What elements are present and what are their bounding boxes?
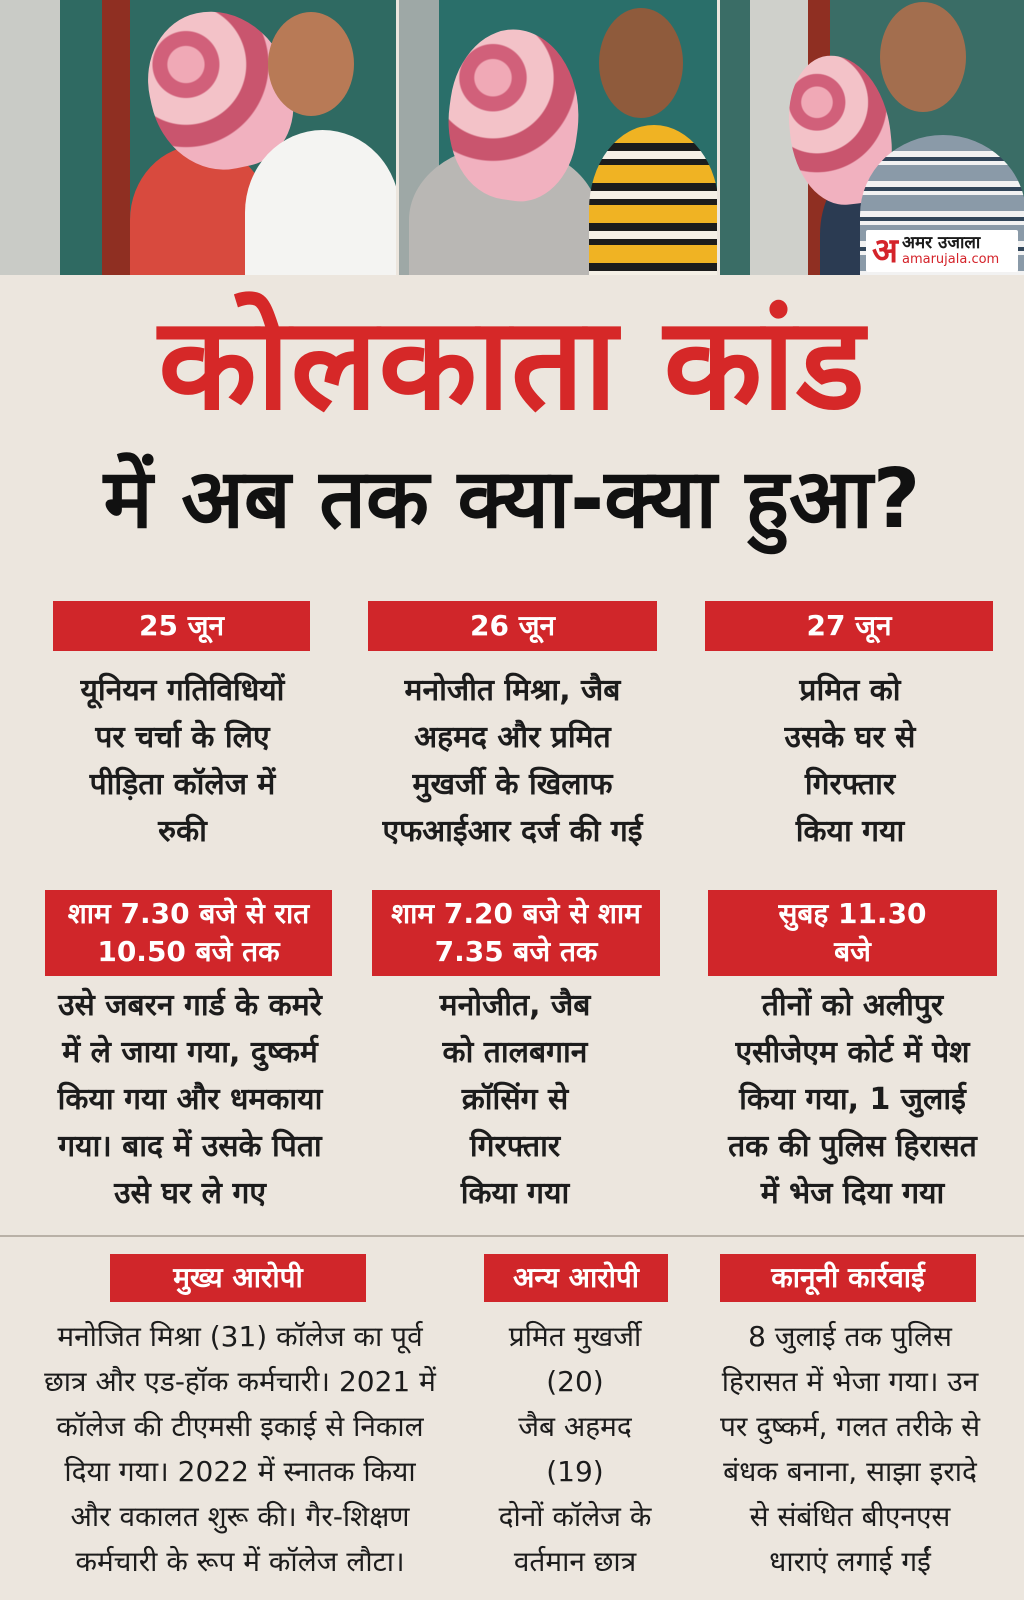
text-line: बंधक बनाना, साझा इरादे	[723, 1455, 977, 1488]
logo-url: amarujala.com	[901, 252, 1000, 268]
text-line: किया गया और धमकाया	[57, 1082, 323, 1117]
headline-line-1: कोलकाता कांड	[158, 290, 866, 439]
label-line: 10.50 बजे तक	[97, 935, 280, 968]
text-line: 8 जुलाई तक पुलिस	[748, 1320, 952, 1353]
legal-action-text	[690, 1314, 1010, 1584]
text-line: जैब अहमद	[518, 1410, 632, 1443]
text-line: पर दुष्कर्म, गलत तरीके से	[719, 1410, 981, 1443]
label-line: शाम 7.20 बजे से शाम	[391, 897, 641, 930]
other-accused-text	[470, 1314, 680, 1584]
text-line: किया गया, 1 जुलाई	[739, 1082, 966, 1117]
date-label-27-june: 27 जून	[705, 601, 993, 651]
date-label-26-june: 26 जून	[368, 601, 657, 651]
text-line: मुखर्जी के खिलाफ	[412, 767, 613, 802]
text-line: उसके घर से	[784, 720, 916, 755]
event-text-25-june	[20, 667, 345, 855]
text-line: क्रॉसिंग से	[461, 1082, 569, 1117]
label-main-accused: मुख्य आरोपी	[110, 1254, 366, 1302]
text-line: अहमद और प्रमित	[414, 720, 611, 755]
photo-strip	[0, 0, 1024, 275]
logo-text	[902, 235, 999, 266]
text-line: से संबंधित बीएनएस	[749, 1500, 951, 1533]
text-line: कर्मचारी के रूप में कॉलेज लौटा।	[75, 1545, 405, 1578]
text-line: धाराएं लगाई गईं	[769, 1545, 931, 1578]
text-line: (20)	[546, 1365, 604, 1398]
text-line: मनोजित मिश्रा (31) कॉलेज का पूर्व	[57, 1320, 423, 1353]
text-line: यूनियन गतिविधियों	[80, 673, 285, 708]
event-text-26-june	[355, 667, 670, 855]
time-label-2	[372, 890, 660, 976]
section-divider	[0, 1235, 1024, 1237]
label-line: बजे	[834, 935, 871, 968]
text-line: वर्तमान छात्र	[513, 1545, 637, 1578]
text-line: प्रमित मुखर्जी	[508, 1320, 642, 1353]
text-line: गिरफ्तार	[469, 1129, 561, 1164]
text-line: रुकी	[158, 814, 207, 849]
text-line: (19)	[546, 1455, 604, 1488]
text-line: किया गया	[460, 1176, 570, 1211]
text-line: में भेज दिया गया	[760, 1176, 945, 1211]
photo-left	[0, 0, 396, 275]
text-line: तीनों को अलीपुर	[761, 988, 944, 1023]
text-line: एफआईआर दर्ज की गई	[382, 814, 643, 849]
text-line: उसे घर ले गए	[114, 1176, 266, 1211]
text-line: और वकालत शुरू की। गैर-शिक्षण	[70, 1500, 410, 1533]
text-line: कॉलेज की टीएमसी इकाई से निकाल	[56, 1410, 424, 1443]
text-line: किया गया	[795, 814, 905, 849]
text-line: में ले जाया गया, दुष्कर्म	[62, 1035, 318, 1070]
text-line: पर चर्चा के लिए	[95, 720, 270, 755]
text-line: हिरासत में भेजा गया। उन	[721, 1365, 979, 1398]
time-label-3	[708, 890, 997, 976]
event-text-27-june	[700, 667, 1000, 855]
amarujala-logo	[866, 230, 1018, 272]
text-line: पीड़िता कॉलेज में	[89, 767, 276, 802]
headline-line-2: में अब तक क्या-क्या हुआ?	[103, 452, 921, 547]
date-label-25-june: 25 जून	[53, 601, 310, 651]
label-legal-action: कानूनी कार्रवाई	[720, 1254, 976, 1302]
text-line: उसे जबरन गार्ड के कमरे	[58, 988, 322, 1023]
logo-name: अमर उजाला	[901, 233, 981, 254]
time-text-3	[695, 982, 1010, 1217]
time-text-2	[370, 982, 660, 1217]
text-line: गिरफ्तार	[804, 767, 896, 802]
photo-middle	[396, 0, 717, 275]
text-line: दोनों कॉलेज के	[498, 1500, 652, 1533]
time-label-1	[45, 890, 332, 976]
label-line: 7.35 बजे तक	[434, 935, 598, 968]
label-other-accused: अन्य आरोपी	[484, 1254, 668, 1302]
label-line: शाम 7.30 बजे से रात	[67, 897, 310, 930]
text-line: एसीजेएम कोर्ट में पेश	[735, 1035, 970, 1070]
text-line: मनोजीत मिश्रा, जैब	[404, 673, 621, 708]
text-line: प्रमित को	[799, 673, 901, 708]
main-accused-text	[20, 1314, 460, 1584]
text-line: गया। बाद में उसके पिता	[58, 1129, 322, 1164]
text-line: को तालबगान	[442, 1035, 588, 1070]
text-line: मनोजीत, जैब	[439, 988, 591, 1023]
text-line: दिया गया। 2022 में स्नातक किया	[64, 1455, 416, 1488]
time-text-1	[25, 982, 355, 1217]
label-line: सुबह 11.30	[778, 897, 927, 930]
logo-mark: अ	[872, 231, 898, 271]
text-line: छात्र और एड-हॉक कर्मचारी। 2021 में	[44, 1365, 436, 1398]
text-line: तक की पुलिस हिरासत	[728, 1129, 977, 1164]
